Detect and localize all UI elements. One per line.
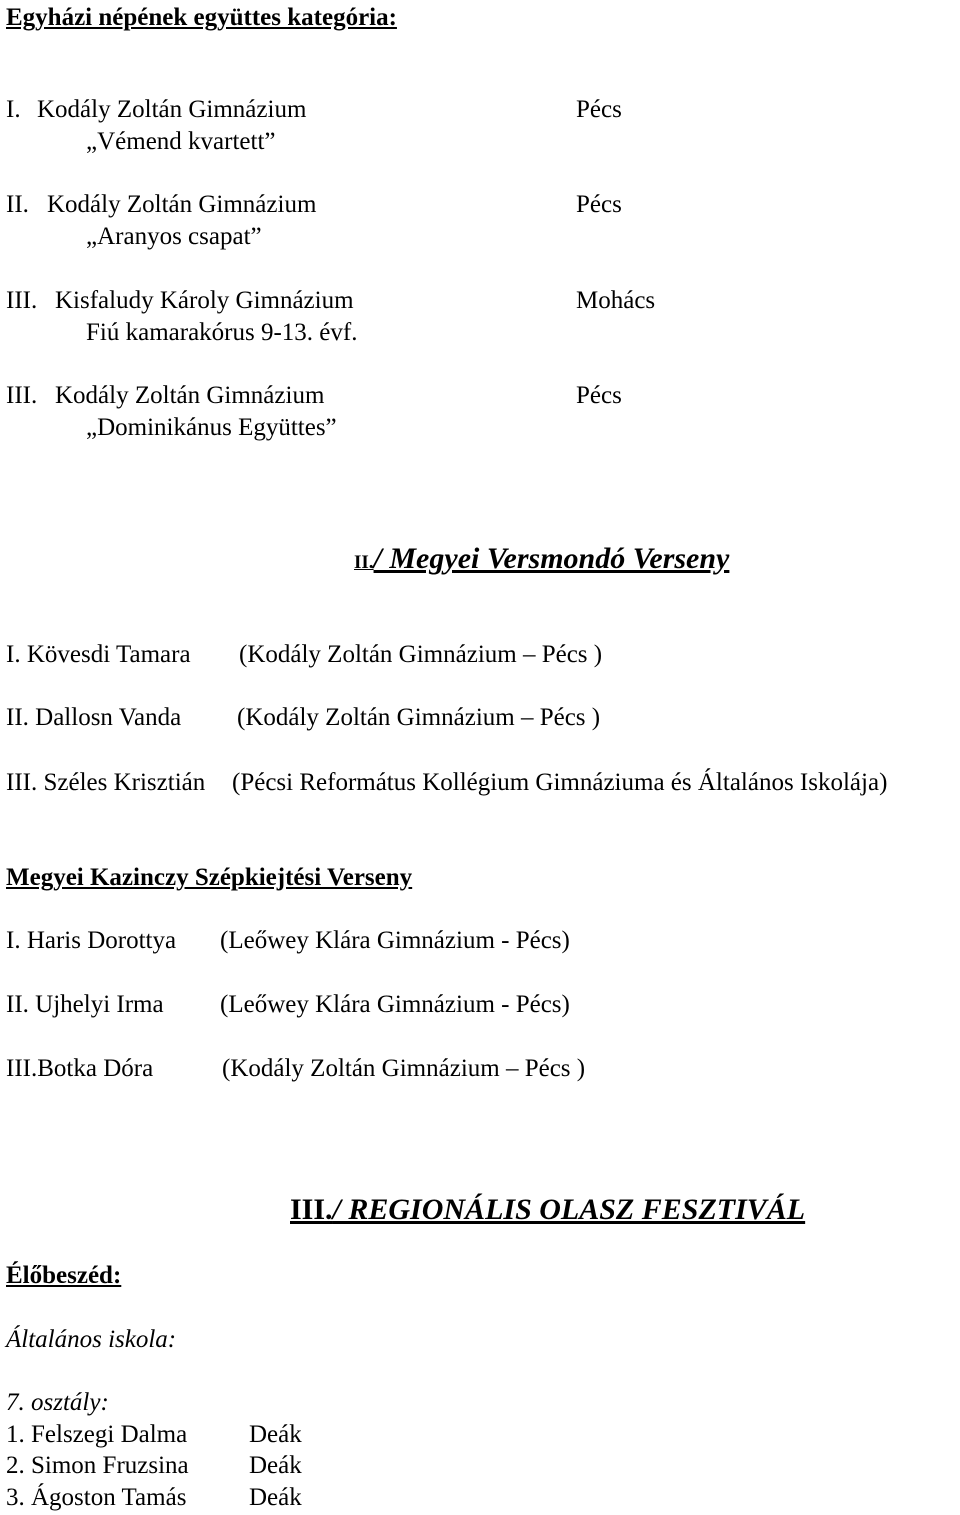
recitation-winner: I. Kövesdi Tamara [6, 641, 191, 668]
recitation-heading-title: / Megyei Versmondó Verseny [373, 542, 730, 575]
entry-school: Kisfaludy Károly Gimnázium [55, 287, 354, 314]
entry-school: Kodály Zoltán Gimnázium [55, 382, 325, 409]
entry-group: Fiú kamarakórus 9-13. évf. [86, 319, 358, 346]
entry-city: Pécs [576, 96, 622, 123]
entry-rank: III. [6, 382, 38, 409]
entry-rank: II. [6, 191, 29, 218]
kazinczy-winner: III.Botka Dóra [6, 1055, 154, 1082]
entry-city: Mohács [576, 287, 656, 314]
kazinczy-heading: Megyei Kazinczy Szépkiejtési Verseny [6, 864, 413, 891]
entry-city: Pécs [576, 382, 622, 409]
kazinczy-school: (Leőwey Klára Gimnázium - Pécs) [220, 927, 570, 954]
italian-school: Deák [249, 1484, 302, 1511]
entry-group: „Dominikánus Együttes” [86, 414, 337, 441]
recitation-school: (Pécsi Református Kollégium Gimnáziuma és Általános Iskolája) [232, 769, 888, 796]
italian-school: Deák [249, 1452, 302, 1479]
entry-rank: III. [6, 287, 38, 314]
entry-rank: I. [6, 96, 21, 123]
italian-heading-number: III. [290, 1193, 333, 1226]
kazinczy-winner: II. Ujhelyi Irma [6, 991, 164, 1018]
entry-school: Kodály Zoltán Gimnázium [37, 96, 307, 123]
entry-group: „Vémend kvartett” [86, 128, 276, 155]
italian-winner: 2. Simon Fruzsina [6, 1452, 189, 1479]
recitation-heading-number: II. [354, 552, 374, 573]
entry-school: Kodály Zoltán Gimnázium [47, 191, 317, 218]
school-level-label: Általános iskola: [6, 1326, 177, 1353]
grade-label: 7. osztály: [6, 1389, 109, 1416]
recitation-school: (Kodály Zoltán Gimnázium – Pécs ) [237, 704, 601, 731]
recitation-winner: II. Dallosn Vanda [6, 704, 182, 731]
entry-group: „Aranyos csapat” [86, 223, 262, 250]
italian-school: Deák [249, 1421, 302, 1448]
recitation-winner: III. Széles Krisztián [6, 769, 206, 796]
italian-heading [290, 1193, 805, 1227]
italian-heading-title: / REGIONÁLIS OLASZ FESZTIVÁL [332, 1193, 806, 1226]
entry-city: Pécs [576, 191, 622, 218]
kazinczy-school: (Leőwey Klára Gimnázium - Pécs) [220, 991, 570, 1018]
recitation-heading [354, 542, 729, 580]
kazinczy-school: (Kodály Zoltán Gimnázium – Pécs ) [222, 1055, 586, 1082]
church-folk-heading: Egyházi népének együttes kategória: [6, 4, 397, 31]
italian-winner: 3. Ágoston Tamás [6, 1484, 187, 1511]
italian-winner: 1. Felszegi Dalma [6, 1421, 188, 1448]
speech-heading: Élőbeszéd: [6, 1262, 122, 1289]
kazinczy-winner: I. Haris Dorottya [6, 927, 177, 954]
recitation-school: (Kodály Zoltán Gimnázium – Pécs ) [239, 641, 603, 668]
